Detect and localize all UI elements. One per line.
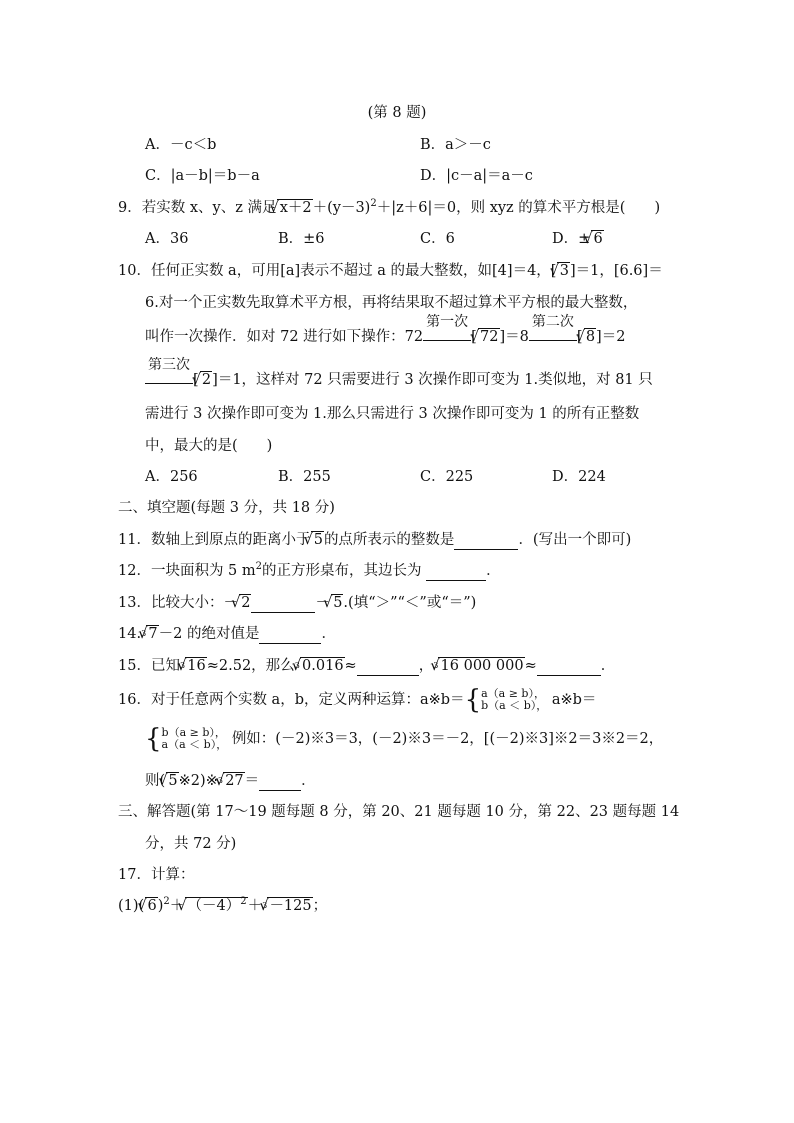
q9-text-b: ＋(y－3) bbox=[312, 200, 371, 216]
q15-text-d: ， bbox=[418, 658, 434, 674]
q16-line-2 bbox=[145, 724, 664, 754]
q8-option-a[interactable]: A．－c＜b bbox=[145, 137, 217, 153]
q14-root-index: 3 bbox=[141, 629, 147, 638]
q15-text-e: ≈ bbox=[524, 658, 537, 674]
q16-brace-2: { bbox=[145, 724, 162, 754]
q13-text-c: .(填“＞”“＜”或“＝”) bbox=[343, 595, 477, 611]
q8-option-c[interactable]: C．|a－b|＝b－a bbox=[145, 168, 260, 184]
q9-option-a[interactable]: A．36 bbox=[145, 231, 189, 247]
q9-exponent: 2 bbox=[370, 198, 377, 210]
q16-radical-5: √ 5 bbox=[166, 772, 178, 789]
q13-radical-1: √ 2 bbox=[239, 594, 251, 611]
q15-radical-1: √ 16 bbox=[185, 657, 207, 674]
q10-line-5: 需进行 3 次操作即可变为 1.那么只需进行 3 次操作即可变为 1 的所有正整数 bbox=[145, 406, 640, 422]
q10-text-3b: [ bbox=[471, 329, 477, 345]
q16-case-2-line-2: a（a ＜ b）， bbox=[161, 738, 228, 751]
q10-text-4b: ]＝1，这样对 72 只需要进行 3 次操作即可变为 1.类似地，对 81 只 bbox=[212, 372, 653, 388]
q16-text-3b: ※2)※ bbox=[178, 773, 218, 789]
q9-option-d[interactable] bbox=[552, 229, 604, 249]
q10-option-a[interactable]: A．256 bbox=[145, 469, 198, 485]
q16-text-2: 例如：(－2)※3＝3，(－2)※3＝－2，[(－2)※3]※2＝3※2＝2， bbox=[231, 731, 664, 747]
q10-text-3a: 叫作一次操作．如对 72 进行如下操作：72 bbox=[145, 329, 424, 345]
q17-inner-text: （－4） bbox=[187, 898, 241, 914]
question-17-title: 17．计算： bbox=[118, 867, 195, 883]
q11-text-c: ．(写出一个即可) bbox=[518, 532, 632, 548]
q13-text-a: 13．比较大小：－ bbox=[118, 595, 238, 611]
q10-radical-8: √ 8 bbox=[584, 328, 596, 345]
q13-answer-blank[interactable] bbox=[251, 598, 315, 613]
q15-root-index-1: 3 bbox=[179, 661, 186, 670]
q11-answer-blank[interactable] bbox=[454, 535, 518, 550]
question-9 bbox=[118, 198, 660, 218]
q10-text-1a: 10．任何正实数 a，可用[a]表示不超过 a 的最大整数，如[4]＝4，[ bbox=[118, 263, 557, 279]
q16-case-2-line-1: b（a ≥ b）， bbox=[161, 726, 226, 739]
q12-text-b: 的正方形桌布，其边长为 bbox=[262, 563, 422, 579]
section-2-heading: 二、填空题(每题 3 分，共 18 分) bbox=[118, 500, 335, 516]
q11-text-b: 的点所表示的整数是 bbox=[323, 532, 455, 548]
question-13 bbox=[118, 593, 476, 613]
q16-case-1-line-2: b（a ＜ b）， bbox=[481, 699, 548, 712]
q15-radical-2: √ 0.016 bbox=[300, 657, 345, 674]
q17-text-d: ＋ bbox=[247, 898, 263, 914]
q10-text-3d: [ bbox=[576, 329, 583, 345]
q10-text-3e: ]＝2 bbox=[596, 329, 626, 345]
q17-radical-inner bbox=[185, 897, 247, 914]
q17-text-c: ＋ bbox=[169, 898, 185, 914]
q12-exponent: 2 bbox=[255, 561, 263, 573]
q16-brace-1: { bbox=[464, 685, 482, 715]
q16-text-3c: ＝ bbox=[244, 773, 260, 789]
q17-root-index: 3 bbox=[262, 901, 268, 910]
q15-radical-3: √ 16 000 000 bbox=[438, 657, 524, 674]
q9-text-c: ＋|z＋6|＝0，则 xyz 的算术平方根是( ) bbox=[376, 200, 661, 216]
q12-answer-blank[interactable] bbox=[426, 566, 486, 581]
q10-option-d[interactable]: D．224 bbox=[552, 469, 606, 485]
q9-option-d-label: D．± bbox=[552, 231, 591, 247]
operation-arrow-1 bbox=[423, 314, 471, 341]
q9-text-a: 9．若实数 x、y、z 满足 bbox=[118, 200, 277, 216]
q15-text-a: 15．已知 bbox=[118, 658, 180, 674]
q10-text-3c: ]＝8 bbox=[499, 329, 529, 345]
q14-radical: √ 7 bbox=[146, 625, 158, 642]
q15-text-c: ≈ bbox=[344, 658, 357, 674]
q16-line-3 bbox=[145, 771, 316, 791]
q16-text-3d: ． bbox=[301, 773, 316, 789]
q10-option-c[interactable]: C．225 bbox=[420, 469, 474, 485]
q16-radical-27: √ 27 bbox=[223, 772, 245, 789]
section-3-heading: 三、解答题(第 17～19 题每题 8 分，第 20、21 题每题 10 分，第 22、23 题每题 14 bbox=[118, 804, 680, 820]
q16-text-3a: 则( bbox=[145, 773, 166, 789]
q16-case-1-line-1: a（a ≥ b）， bbox=[481, 687, 545, 700]
q16-case-2 bbox=[162, 727, 228, 751]
q10-radical-2: √ 2 bbox=[200, 371, 212, 388]
q15-answer-blank-1[interactable] bbox=[357, 661, 419, 676]
q13-radical-2: √ 5 bbox=[331, 594, 343, 611]
q10-line-6: 中，最大的是( ) bbox=[145, 438, 273, 454]
operation-arrow-3 bbox=[145, 357, 193, 384]
question-15 bbox=[118, 656, 615, 676]
figure-caption: (第 8 题) bbox=[367, 105, 427, 121]
section-3-heading-cont: 分，共 72 分) bbox=[145, 836, 237, 852]
q17-text-b: ) bbox=[157, 898, 164, 914]
q10-line-4 bbox=[145, 357, 653, 390]
q16-line-1 bbox=[118, 685, 597, 715]
q17-exponent-2: 2 bbox=[240, 896, 247, 908]
q9-radical: √ x＋2 bbox=[277, 199, 312, 216]
q17-exponent-1: 2 bbox=[163, 896, 170, 908]
q10-line-1 bbox=[118, 261, 663, 281]
q16-root-index: 3 bbox=[217, 776, 223, 785]
q17-radical-125: √ －125 bbox=[267, 897, 312, 914]
arrow-label-1: 第一次 bbox=[426, 314, 469, 330]
q10-radical-72: √ 72 bbox=[478, 328, 500, 345]
q8-option-d[interactable]: D．|c－a|＝a－c bbox=[420, 168, 533, 184]
q10-line-3 bbox=[145, 314, 626, 347]
q8-option-b[interactable]: B．a＞－c bbox=[420, 137, 491, 153]
question-12 bbox=[118, 561, 501, 581]
q12-text-c: ． bbox=[486, 563, 501, 579]
operation-arrow-2 bbox=[529, 314, 577, 341]
q15-root-index-2: 3 bbox=[294, 661, 300, 670]
q14-answer-blank[interactable] bbox=[259, 629, 321, 644]
q15-text-b: ≈2.52，那么 bbox=[206, 658, 295, 674]
q16-text-1b: a※b＝ bbox=[551, 692, 597, 708]
q15-root-index-3: 3 bbox=[433, 661, 439, 670]
q9-option-b[interactable]: B．±6 bbox=[278, 231, 325, 247]
q17-radical-6: √ 6 bbox=[145, 897, 157, 914]
q16-case-1 bbox=[481, 688, 547, 712]
q15-text-f: ． bbox=[600, 658, 616, 674]
q14-text-c: ． bbox=[321, 626, 336, 642]
q13-text-b: － bbox=[315, 595, 330, 611]
q16-text-1a: 16．对于任意两个实数 a，b，定义两种运算：a※b＝ bbox=[118, 692, 465, 708]
q10-text-1b: ]＝1，[6.6]＝ bbox=[569, 263, 663, 279]
q9-option-d-radical: √ 6 bbox=[591, 230, 603, 247]
q9-option-c[interactable]: C．6 bbox=[420, 231, 455, 247]
q12-text-a: 12．一块面积为 5 m bbox=[118, 563, 256, 579]
q17-text-e: ； bbox=[312, 898, 328, 914]
question-17-part-1 bbox=[118, 896, 327, 916]
q10-radical-3: √ 3 bbox=[557, 262, 569, 279]
q10-line-2: 6.对一个正实数先取算术平方根，再将结果取不超过算术平方根的最大整数， bbox=[145, 295, 638, 311]
question-14 bbox=[118, 624, 336, 644]
q15-answer-blank-2[interactable] bbox=[537, 661, 601, 676]
q14-text-a: 14. bbox=[118, 626, 142, 642]
arrow-label-2: 第二次 bbox=[531, 314, 574, 330]
question-11 bbox=[118, 530, 631, 550]
q11-text-a: 11．数轴上到原点的距离小于 bbox=[118, 532, 311, 548]
q16-answer-blank[interactable] bbox=[259, 776, 301, 791]
arrow-label-3: 第三次 bbox=[148, 357, 190, 373]
q17-text-a: (1)( bbox=[118, 898, 145, 914]
q14-text-b: －2 的绝对值是 bbox=[158, 626, 260, 642]
q10-option-b[interactable]: B．255 bbox=[278, 469, 331, 485]
q10-text-4a: [ bbox=[193, 372, 199, 388]
q11-radical: √ 5 bbox=[311, 531, 323, 548]
